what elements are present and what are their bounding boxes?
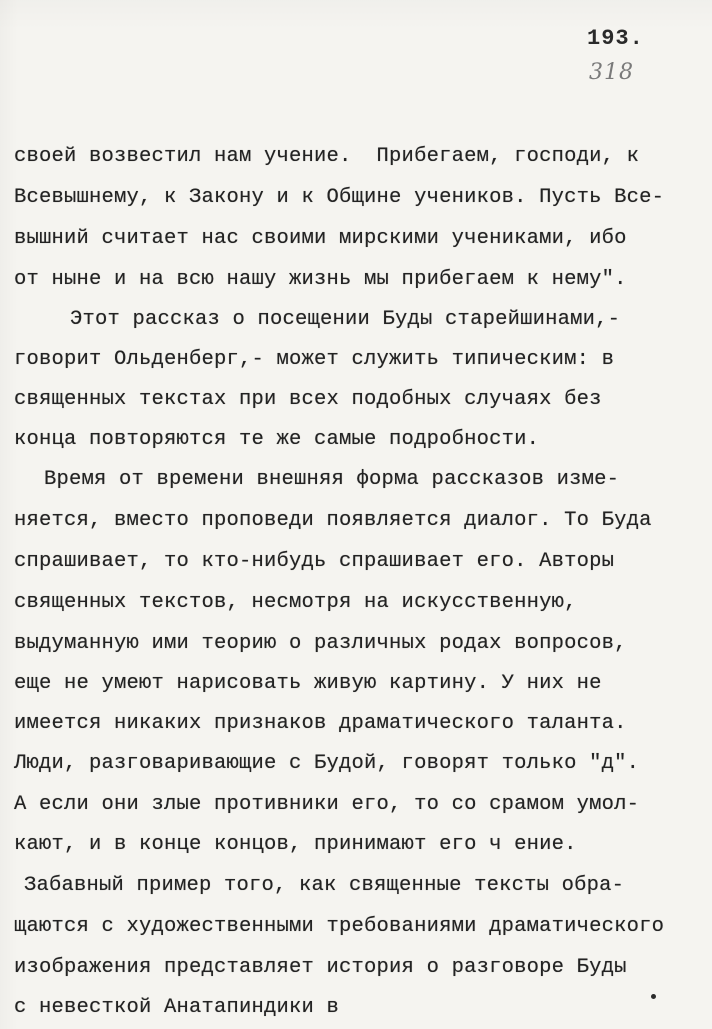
- text-line: говорит Ольденберг,- может служить типическим: в: [14, 348, 615, 371]
- text-line: щаются с художественными требованиями драматического: [14, 915, 665, 938]
- text-line: Время от времени внешняя форма рассказов изме-: [44, 468, 620, 491]
- stray-dot-mark: [651, 994, 656, 999]
- text-line: священных текстов, несмотря на искусственную,: [14, 591, 577, 614]
- text-line: с невесткой Анатапиндики в: [14, 996, 340, 1019]
- text-line: спрашивает, то кто-нибудь спрашивает его. Авторы: [14, 550, 615, 573]
- text-line: Люди, разговаривающие с Будой, говорят только "д".: [14, 752, 640, 775]
- text-line: священных текстах при всех подобных случаях без: [14, 388, 602, 411]
- text-line: кают, и в конце концов, принимают его ч ение.: [14, 833, 577, 856]
- text-line: изображения представляет история о разговоре Буды: [14, 956, 627, 979]
- text-line: няется, вместо проповеди появляется диалог. То Буда: [14, 509, 652, 532]
- text-line: выдуманную ими теорию о различных родах вопросов,: [14, 632, 627, 655]
- text-line: Всевышнему, к Закону и к Общине учеников. Пусть Все-: [14, 186, 665, 209]
- text-line: Этот рассказ о посещении Буды старейшинами,-: [70, 308, 621, 331]
- text-line: Забавный пример того, как священные тексты обра-: [24, 874, 625, 897]
- text-line: конца повторяются те же самые подробности.: [14, 428, 540, 451]
- page-number: 193.: [587, 26, 644, 51]
- text-line: своей возвестил нам учение. Прибегаем, господи, к: [14, 145, 640, 168]
- text-line: имеется никаких признаков драматического таланта.: [14, 712, 627, 735]
- text-line: А если они злые противники его, то со срамом умол-: [14, 793, 640, 816]
- handwritten-page-number: 318: [589, 60, 634, 85]
- text-line: вышний считает нас своими мирскими учениками, ибо: [14, 227, 627, 250]
- text-line: еще не умеют нарисовать живую картину. У них не: [14, 672, 602, 695]
- text-line: от ныне и на всю нашу жизнь мы прибегаем к нему".: [14, 268, 627, 291]
